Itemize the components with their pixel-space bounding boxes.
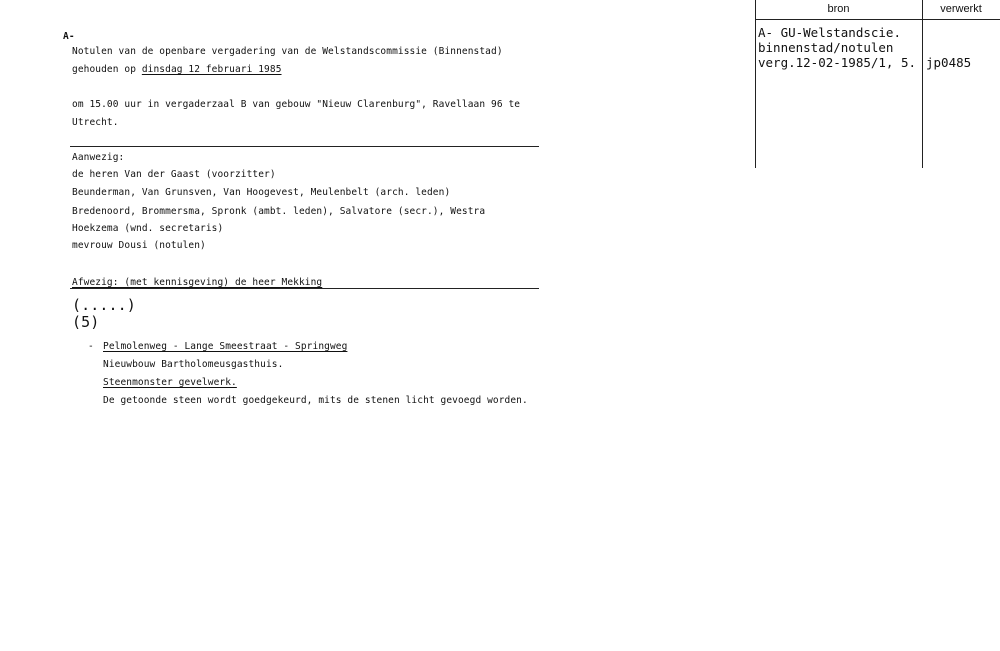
agenda-item-project: Nieuwbouw Bartholomeusgasthuis.: [103, 359, 284, 370]
omission-marker: (.....): [72, 296, 136, 314]
minutes-title-line: Notulen van de openbare vergadering van de Welstandscommissie (Binnenstad): [72, 46, 503, 57]
column-header-verwerkt: verwerkt: [940, 3, 982, 15]
agenda-item-title: Pelmolenweg - Lange Smeestraat - Springweg: [103, 341, 348, 352]
document-marker: A-: [63, 31, 75, 42]
agenda-item-number: (5): [72, 313, 100, 331]
bron-reference-line: verg.12-02-1985/1, 5.: [758, 55, 917, 70]
agenda-item-bullet: -: [88, 341, 94, 352]
present-line: Beunderman, Van Grunsven, Van Hoogevest, Meulenbelt (arch. leden): [72, 187, 451, 198]
meeting-date-line: [72, 64, 282, 76]
table-column-divider: [922, 0, 923, 168]
absent-line: Afwezig: (met kennisgeving) de heer Mekking: [72, 277, 323, 288]
present-line: Bredenoord, Brommersma, Spronk (ambt. leden), Salvatore (secr.), Westra: [72, 206, 486, 217]
agenda-item-subject: Steenmonster gevelwerk.: [103, 377, 237, 388]
table-header-rule: [755, 19, 1000, 20]
present-line: mevrouw Dousi (notulen): [72, 240, 206, 251]
bron-reference-line: binnenstad/notulen: [758, 40, 894, 55]
agenda-item-decision: De getoonde steen wordt goedgekeurd, mits de stenen licht gevoegd worden.: [103, 395, 528, 406]
section-divider: [70, 146, 539, 147]
archive-reference-table: [755, 0, 1000, 168]
meeting-date-prefix: gehouden op: [72, 64, 142, 75]
bron-reference-line: A- GU-Welstandscie.: [758, 25, 901, 40]
meeting-location-line: om 15.00 uur in vergaderzaal B van gebouw "Nieuw Clarenburg", Ravellaan 96 te: [72, 99, 521, 110]
meeting-date: dinsdag 12 februari 1985: [141, 64, 282, 75]
meeting-city-line: Utrecht.: [72, 117, 119, 128]
verwerkt-code: jp0485: [926, 55, 972, 70]
table-border-left: [755, 0, 756, 168]
section-divider: [70, 288, 539, 289]
present-heading: Aanwezig:: [72, 152, 125, 163]
column-header-bron: bron: [827, 3, 850, 15]
present-line: Hoekzema (wnd. secretaris): [72, 223, 224, 234]
present-line: de heren Van der Gaast (voorzitter): [72, 169, 276, 180]
